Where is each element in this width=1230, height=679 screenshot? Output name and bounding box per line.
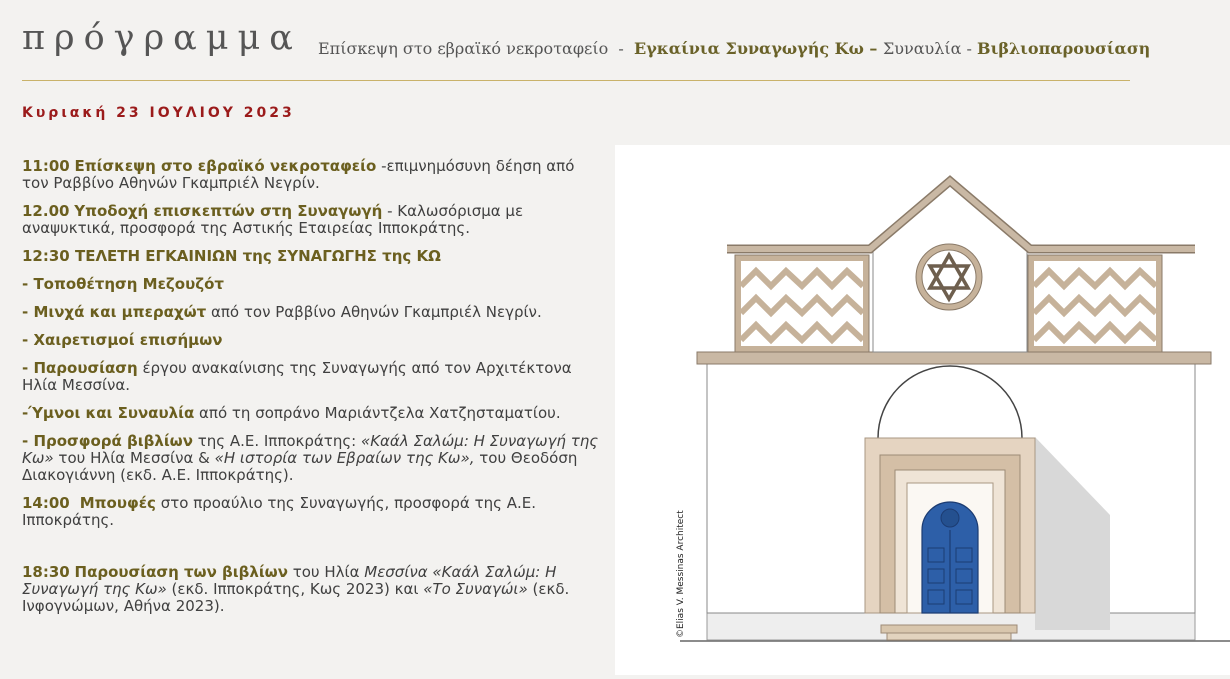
item-text: της Α.Ε. Ιπποκράτης: bbox=[192, 432, 361, 450]
program-item-cemetery bbox=[22, 158, 602, 192]
page-title: πρόγραμμα bbox=[22, 18, 302, 58]
book-title: Μεσσίνα «Καάλ Σαλώμ: Η Συναγωγή της Κω» bbox=[22, 563, 557, 598]
program-item-books bbox=[22, 433, 602, 484]
item-text: του Θεοδόση Διακογιάννη (εκδ. Α.Ε. Ιπποκράτης). bbox=[22, 449, 578, 484]
facade-svg bbox=[615, 145, 1230, 675]
item-heading: - Προσφορά βιβλίων bbox=[22, 432, 193, 450]
item-time: 12.00 bbox=[22, 202, 70, 220]
item-heading: Υποδοχή επισκεπτών στη Συναγωγή bbox=[74, 202, 383, 220]
subtitle-sep: - bbox=[608, 39, 634, 58]
item-heading: - Μινχά και μπεραχώτ bbox=[22, 303, 207, 321]
item-heading: Παρουσίαση των βιβλίων bbox=[74, 563, 288, 581]
program-item-buffet bbox=[22, 495, 602, 529]
program-item-presentation bbox=[22, 360, 602, 394]
book-title: «Το Συναγώι» bbox=[423, 580, 528, 598]
item-text: από τη σοπράνο Μαριάντζελα Χατζησταματίου. bbox=[194, 404, 561, 422]
item-text: από τον Ραββίνο Αθηνών Γκαμπριέλ Νεγρίν. bbox=[206, 303, 542, 321]
subtitle-cemetery: Επίσκεψη στο εβραϊκό νεκροταφείο bbox=[318, 39, 609, 58]
subtitle-inauguration: Εγκαίνια Συναγωγής Κω bbox=[634, 39, 864, 58]
synagogue-facade-drawing bbox=[615, 145, 1230, 675]
item-time: 14:00 bbox=[22, 494, 75, 512]
program-list bbox=[22, 158, 602, 626]
item-text: στο προαύλιο της Συναγωγής, προσφορά της Α.Ε. Ιπποκράτης. bbox=[22, 494, 536, 529]
subtitle-concert: Συναυλία bbox=[882, 39, 962, 58]
item-heading: Μπουφές bbox=[79, 494, 156, 512]
program-item-mincha bbox=[22, 304, 602, 321]
program-item-book-presentation bbox=[22, 564, 602, 615]
item-text: - Καλωσόρισμα με αναψυκτικά, προσφορά της Αστικής Εταιρείας Ιπποκράτης. bbox=[22, 202, 524, 237]
item-heading: -Ύμνοι και Συναυλία bbox=[22, 404, 195, 422]
subtitle-book-presentation: Βιβλιοπαρουσίαση bbox=[977, 39, 1151, 58]
item-text: έργου ανακαίνισης της Συναγωγής από τον Αρχιτέκτονα Ηλία Μεσσίνα. bbox=[22, 359, 572, 394]
item-text: του Ηλία Μεσσίνα & bbox=[53, 449, 215, 467]
item-time: 18:30 bbox=[22, 563, 70, 581]
architect-credit: ©Elias V. Messinas Architect bbox=[676, 510, 686, 638]
item-time: 11:00 bbox=[22, 157, 70, 175]
item-heading: Επίσκεψη στο εβραϊκό νεκροταφείο bbox=[74, 157, 377, 175]
cornice bbox=[697, 352, 1211, 364]
header-divider bbox=[22, 80, 1130, 81]
program-item-concert bbox=[22, 405, 602, 422]
item-text: (εκδ. Ινφογνώμων, Αθήνα 2023). bbox=[22, 580, 570, 615]
item-text: (εκδ. Ιπποκράτης, Κως 2023) και bbox=[166, 580, 424, 598]
book-title: «Καάλ Σαλώμ: Η Συναγωγή της Κω» bbox=[22, 432, 599, 467]
program-item-ceremony bbox=[22, 248, 602, 265]
item-heading: - Παρουσίαση bbox=[22, 359, 138, 377]
item-text: του Ηλία bbox=[287, 563, 365, 581]
page-subtitle bbox=[318, 39, 1150, 58]
step bbox=[887, 633, 1011, 640]
header bbox=[22, 18, 1151, 80]
door-rosette bbox=[941, 509, 959, 527]
program-item-reception bbox=[22, 203, 602, 237]
program-item-mezuzot bbox=[22, 276, 602, 293]
item-heading: - Χαιρετισμοί επισήμων bbox=[22, 331, 223, 349]
book-title: «Η ιστορία των Εβραίων της Κω», bbox=[214, 449, 475, 467]
item-text: -επιμνημόσυνη δέηση από τον Ραββίνο Αθηνών Γκαμπριέλ Νεγρίν. bbox=[22, 157, 575, 192]
event-date: Κυριακή 23 ΙΟΥΛΙΟΥ 2023 bbox=[22, 105, 295, 121]
subtitle-sep: - bbox=[961, 39, 978, 58]
step bbox=[881, 625, 1017, 633]
subtitle-sep: – bbox=[863, 39, 883, 58]
item-heading: - Τοποθέτηση Μεζουζότ bbox=[22, 275, 224, 293]
item-heading: 12:30 ΤΕΛΕΤΗ ΕΓΚΑΙΝΙΩΝ της ΣΥΝΑΓΩΓΗΣ της ΚΩ bbox=[22, 247, 441, 265]
program-item-greetings bbox=[22, 332, 602, 349]
